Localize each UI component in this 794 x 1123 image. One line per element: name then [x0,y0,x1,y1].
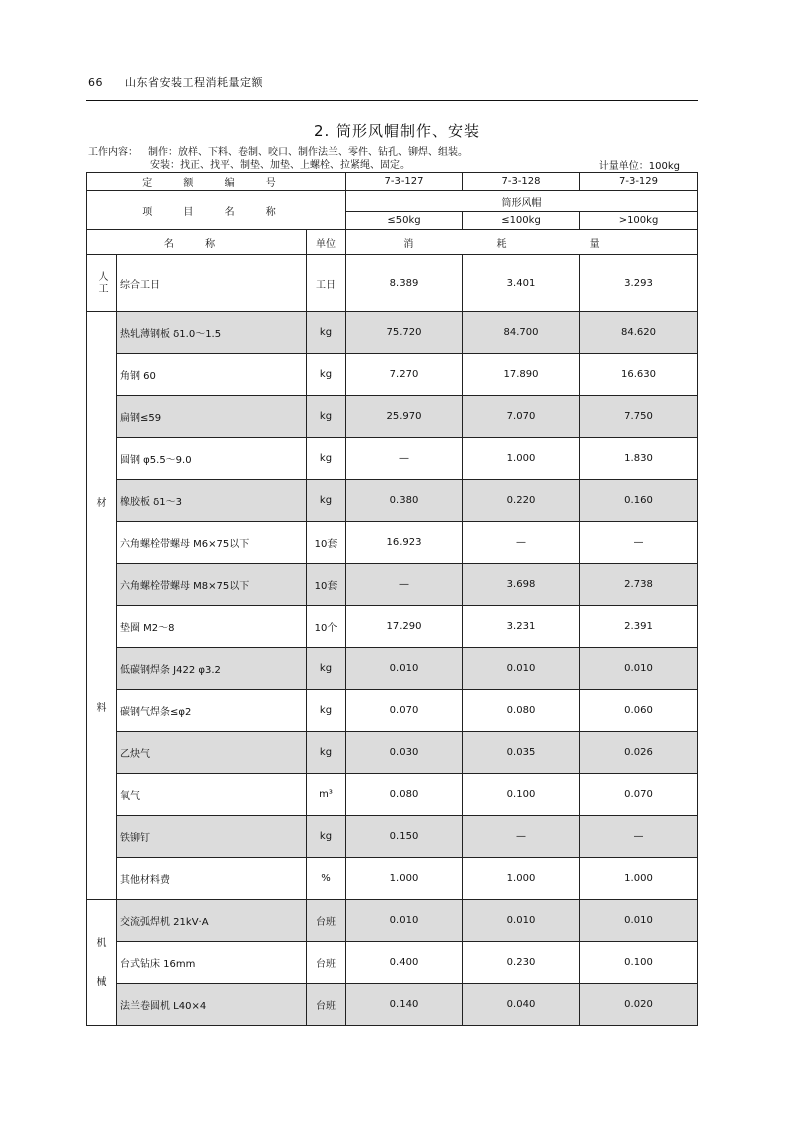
consumption-value: 0.035 [463,732,580,774]
table-row [87,255,698,312]
consumption-value: 0.026 [580,732,698,774]
consumption-value: 0.040 [463,984,580,1026]
consumption-value: 0.080 [463,690,580,732]
table-row [87,522,698,564]
consumption-value: — [346,564,463,606]
page-number: 66 [88,76,103,89]
resource-unit: kg [307,816,346,858]
page-header [88,74,263,90]
consumption-value: 0.010 [580,900,698,942]
work-content-line1: 制作：放样、下料、卷制、咬口、制作法兰、零件、钻孔、铆焊、组装。 [148,147,468,158]
consumption-value: 0.030 [346,732,463,774]
resource-unit: kg [307,354,346,396]
item-spec: >100kg [580,212,698,230]
consumption-value: 0.080 [346,774,463,816]
consumption-value: 0.020 [580,984,698,1026]
consumption-value: 1.000 [580,858,698,900]
consumption-value: 8.389 [346,255,463,312]
table-row [87,354,698,396]
consumption-value: 0.400 [346,942,463,984]
resource-unit: 10套 [307,522,346,564]
consumption-value: 0.070 [580,774,698,816]
resource-name: 综合工日 [117,255,307,312]
consumption-value: 3.698 [463,564,580,606]
table-row [87,396,698,438]
resource-name: 六角螺栓带螺母 M6×75以下 [117,522,307,564]
consumption-value: 17.890 [463,354,580,396]
resource-name: 热轧薄钢板 δ1.0～1.5 [117,312,307,354]
item-spec: ≤50kg [346,212,463,230]
resource-name: 台式钻床 16mm [117,942,307,984]
resource-unit: kg [307,732,346,774]
consumption-value: 7.270 [346,354,463,396]
table-row [87,480,698,522]
resource-unit: kg [307,396,346,438]
category-char: 械 [96,976,107,988]
table-row [87,774,698,816]
table-row [87,732,698,774]
quota-code: 7-3-127 [346,173,463,191]
consumption-value: 3.401 [463,255,580,312]
resource-name: 垫圈 M2～8 [117,606,307,648]
resource-name: 法兰卷圆机 L40×4 [117,984,307,1026]
resource-unit: kg [307,648,346,690]
consumption-value: 1.000 [346,858,463,900]
resource-name: 扁钢≤59 [117,396,307,438]
item-label-cell: 项 目 名 称 [87,191,346,230]
resource-unit: kg [307,480,346,522]
consumption-value: 0.150 [346,816,463,858]
resource-unit: 工日 [307,255,346,312]
consumption-value: — [463,816,580,858]
resource-name: 橡胶板 δ1～3 [117,480,307,522]
section-title: 2. 筒形风帽制作、安装 [313,122,481,140]
measurement-unit: 计量单位：100kg [598,161,680,172]
consumption-value: — [463,522,580,564]
consumption-value: 1.830 [580,438,698,480]
col-unit-header: 单位 [307,230,346,255]
consumption-value: 0.380 [346,480,463,522]
table-row [87,984,698,1026]
table-row [87,900,698,942]
resource-unit: kg [307,312,346,354]
category-material [87,312,117,900]
resource-unit: m³ [307,774,346,816]
resource-name: 角钢 60 [117,354,307,396]
consumption-value: 1.000 [463,438,580,480]
category-char: 机 [96,937,107,949]
work-content-label: 工作内容： [88,147,138,158]
table-row [87,858,698,900]
item-group: 筒形风帽 [346,191,698,212]
table-row [87,438,698,480]
resource-name: 六角螺栓带螺母 M8×75以下 [117,564,307,606]
col-name-header: 名 称 [87,230,307,255]
consumption-value: 2.738 [580,564,698,606]
consumption-value: 1.000 [463,858,580,900]
resource-unit: % [307,858,346,900]
consumption-value: 17.290 [346,606,463,648]
consumption-value: 0.100 [463,774,580,816]
quota-code: 7-3-129 [580,173,698,191]
header-rule [86,100,698,101]
consumption-value: 25.970 [346,396,463,438]
item-spec: ≤100kg [463,212,580,230]
resource-unit: 10个 [307,606,346,648]
category-char: 材 [96,497,107,509]
resource-name: 低碳钢焊条 J422 φ3.2 [117,648,307,690]
resource-unit: 台班 [307,942,346,984]
consumption-value: 84.620 [580,312,698,354]
quota-table [86,172,698,1026]
resource-name: 铁铆钉 [117,816,307,858]
consumption-value: — [580,816,698,858]
resource-name: 圆钢 φ5.5～9.0 [117,438,307,480]
consumption-value: 0.010 [580,648,698,690]
table-row [87,816,698,858]
work-content-line2: 安装：找正、找平、制垫、加垫、上螺栓、拉紧绳、固定。 [150,160,410,171]
consumption-value: — [580,522,698,564]
resource-unit: 台班 [307,984,346,1026]
consumption-value: 7.070 [463,396,580,438]
category-machine [87,900,117,1026]
consumption-value: 16.630 [580,354,698,396]
consumption-value: 0.010 [346,648,463,690]
consumption-value: 84.700 [463,312,580,354]
consumption-value: 0.140 [346,984,463,1026]
resource-name: 碳钢气焊条≤φ2 [117,690,307,732]
consumption-value: 0.160 [580,480,698,522]
category-char: 料 [96,702,107,714]
consumption-value: 0.070 [346,690,463,732]
code-label-cell: 定 额 编 号 [87,173,346,191]
consumption-value: 7.750 [580,396,698,438]
table-row [87,564,698,606]
resource-name: 交流弧焊机 21kV·A [117,900,307,942]
table-row [87,312,698,354]
resource-name: 氧气 [117,774,307,816]
resource-unit: 台班 [307,900,346,942]
consumption-value: 0.220 [463,480,580,522]
consumption-value: 16.923 [346,522,463,564]
consumption-value: 0.010 [346,900,463,942]
table-row [87,942,698,984]
consumption-value: 0.010 [463,648,580,690]
book-title: 山东省安装工程消耗量定额 [125,76,263,89]
consumption-value: 3.231 [463,606,580,648]
consumption-value: 0.230 [463,942,580,984]
consumption-value: 75.720 [346,312,463,354]
work-content [88,146,468,172]
quota-code: 7-3-128 [463,173,580,191]
consumption-value: — [346,438,463,480]
consumption-value: 0.060 [580,690,698,732]
resource-unit: 10套 [307,564,346,606]
consumption-value: 3.293 [580,255,698,312]
resource-unit: kg [307,438,346,480]
table-row [87,648,698,690]
consumption-value: 0.100 [580,942,698,984]
table-row [87,606,698,648]
table-row [87,690,698,732]
col-consumption-header: 消 耗 量 [346,230,698,255]
resource-name: 乙炔气 [117,732,307,774]
resource-unit: kg [307,690,346,732]
resource-name: 其他材料费 [117,858,307,900]
consumption-value: 2.391 [580,606,698,648]
category-labor: 人工 [87,255,117,312]
consumption-value: 0.010 [463,900,580,942]
